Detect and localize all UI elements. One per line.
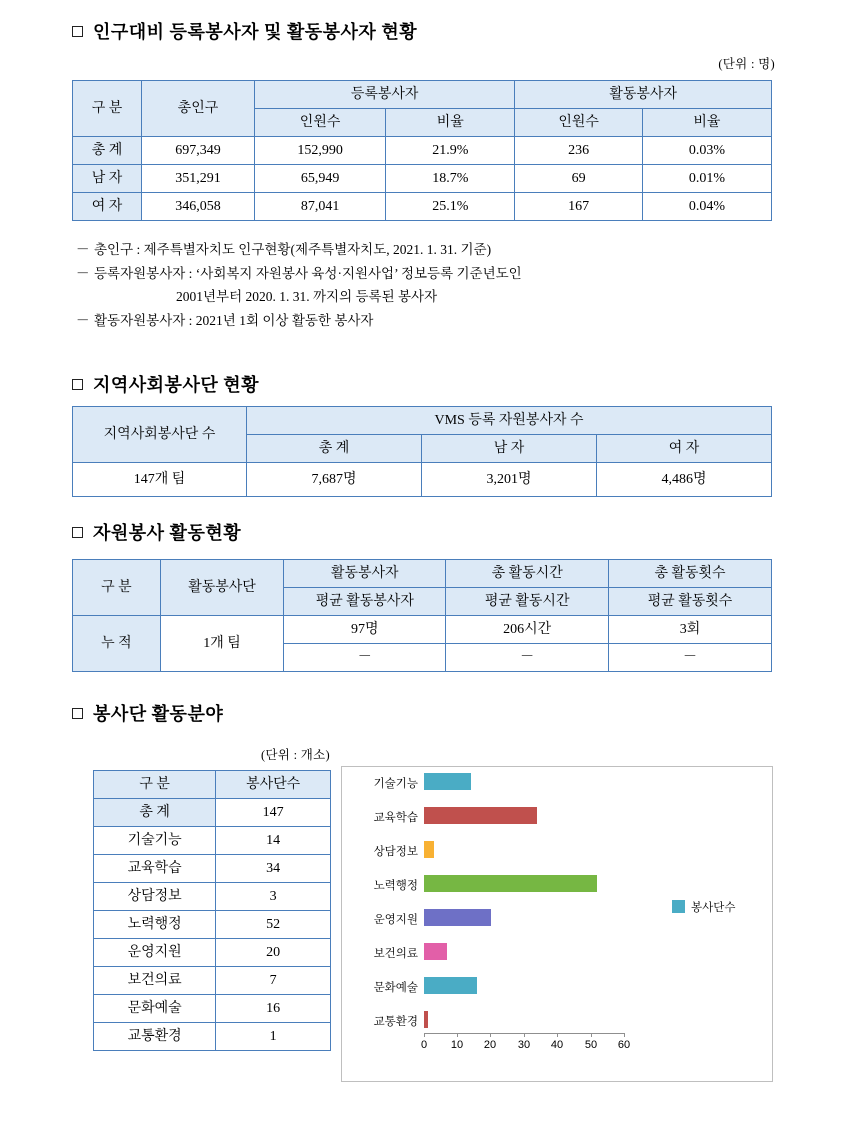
note-item: [76, 238, 816, 262]
row-label: 교육학습: [94, 855, 216, 883]
cell-pop: 346,058: [142, 193, 255, 221]
th-gubun: 구 분: [73, 81, 142, 137]
table-row: [94, 827, 331, 855]
row-label: 총 계: [94, 799, 216, 827]
note-dash: －: [76, 312, 90, 328]
cell-value: 14: [216, 827, 331, 855]
table-row: [94, 967, 331, 995]
th-act-ratio: 비율: [642, 109, 771, 137]
th-count: 봉사단수: [216, 771, 331, 799]
chart-category-label: 상담정보: [373, 846, 418, 858]
chart-x-tick-label: 0: [420, 1039, 428, 1051]
th-volunteers: 활동봉사자: [284, 560, 446, 588]
chart-x-tick-label: 50: [584, 1039, 598, 1051]
chart-bar-교통환경: [424, 1011, 428, 1028]
section-4-unit: (단위 : 개소): [260, 748, 330, 762]
cell-times: 3회: [609, 616, 772, 644]
cell-total: 7,687명: [247, 463, 422, 497]
cell-reg-count: 152,990: [254, 137, 385, 165]
chart-tick: [624, 1033, 625, 1037]
cell-reg-ratio: 18.7%: [386, 165, 515, 193]
table-header-row: [73, 560, 772, 588]
section-1-unit: (단위 : 명): [718, 57, 775, 71]
row-label: 운영지원: [94, 939, 216, 967]
corps-field-table: [93, 770, 331, 1051]
cell-reg-ratio: 21.9%: [386, 137, 515, 165]
cell-corps: 1개 팀: [160, 616, 284, 672]
volunteer-activity-table: [72, 559, 772, 672]
chart-bar-상담정보: [424, 841, 434, 858]
chart-x-tick-label: 60: [617, 1039, 631, 1051]
cell-act-count: 69: [515, 165, 643, 193]
th-reg-ratio: 비율: [386, 109, 515, 137]
section-4-title: 봉사단 활동분야: [93, 704, 224, 724]
note-item-continued: [176, 285, 816, 309]
cell-act-ratio: 0.04%: [642, 193, 771, 221]
th-gubun: 구 분: [73, 560, 161, 616]
chart-x-tick-label: 30: [517, 1039, 531, 1051]
th-reg-count: 인원수: [254, 109, 385, 137]
th-total: 총 계: [247, 435, 422, 463]
table-header-row: [73, 81, 772, 109]
cell-act-count: 236: [515, 137, 643, 165]
cell-act-count: 167: [515, 193, 643, 221]
chart-x-tick-label: 40: [550, 1039, 564, 1051]
row-label: 기술기능: [94, 827, 216, 855]
cell-value: 34: [216, 855, 331, 883]
population-volunteer-table: [72, 80, 772, 221]
bullet-square-icon: [72, 26, 83, 37]
chart-category-label: 교육학습: [373, 812, 418, 824]
chart-bar-기술기능: [424, 773, 471, 790]
note-item: [76, 309, 816, 333]
chart-category-label: 노력행정: [373, 880, 418, 892]
cell-avg-times: －: [609, 644, 772, 672]
chart-bar-운영지원: [424, 909, 491, 926]
cell-reg-ratio: 25.1%: [386, 193, 515, 221]
chart-tick: [591, 1033, 592, 1037]
cell-value: 16: [216, 995, 331, 1023]
cell-group-count: 147개 팀: [73, 463, 247, 497]
table-header-row: [94, 771, 331, 799]
cell-female: 4,486명: [597, 463, 772, 497]
th-corps: 활동봉사단: [160, 560, 284, 616]
note-dash: －: [76, 265, 90, 281]
chart-tick: [490, 1033, 491, 1037]
section-3-title: 자원봉사 활동현황: [93, 523, 242, 543]
chart-bar-문화예술: [424, 977, 477, 994]
section-4-heading: [72, 700, 223, 726]
cell-male: 3,201명: [422, 463, 597, 497]
row-label: 상담정보: [94, 883, 216, 911]
table-row: [94, 1023, 331, 1051]
cell-reg-count: 65,949: [254, 165, 385, 193]
cell-avg-hours: －: [446, 644, 609, 672]
table-row: [94, 995, 331, 1023]
chart-bar-교육학습: [424, 807, 537, 824]
cell-avg-volunteers: －: [284, 644, 446, 672]
cell-pop: 697,349: [142, 137, 255, 165]
table-row: [94, 939, 331, 967]
row-label: 총 계: [73, 137, 142, 165]
th-gubun: 구 분: [94, 771, 216, 799]
section-1-title: 인구대비 등록봉사자 및 활동봉사자 현황: [93, 22, 418, 42]
chart-x-tick-label: 20: [483, 1039, 497, 1051]
th-hours: 총 활동시간: [446, 560, 609, 588]
row-label: 여 자: [73, 193, 142, 221]
chart-tick: [557, 1033, 558, 1037]
chart-category-label: 문화예술: [373, 982, 418, 994]
table-header-row: [73, 407, 772, 435]
chart-legend-swatch: [672, 900, 685, 913]
th-avg-times: 평균 활동횟수: [609, 588, 772, 616]
section-1-notes: [76, 238, 816, 333]
cell-act-ratio: 0.01%: [642, 165, 771, 193]
note-dash: －: [76, 242, 90, 257]
cell-value: 7: [216, 967, 331, 995]
cell-act-ratio: 0.03%: [642, 137, 771, 165]
cell-volunteers: 97명: [284, 616, 446, 644]
table-row: [73, 616, 772, 644]
cell-value: 20: [216, 939, 331, 967]
note-text: 2001년부터 2020. 1. 31. 까지의 등록된 봉사자: [176, 289, 438, 305]
section-2-title: 지역사회봉사단 현황: [93, 375, 259, 395]
section-2-heading: [72, 371, 259, 397]
chart-category-label: 보건의료: [373, 948, 418, 960]
bullet-square-icon: [72, 708, 83, 719]
th-avg-hours: 평균 활동시간: [446, 588, 609, 616]
th-female: 여 자: [597, 435, 772, 463]
th-total-pop: 총인구: [142, 81, 255, 137]
row-label: 교통환경: [94, 1023, 216, 1051]
note-text: 활동자원봉사자 : 2021년 1회 이상 활동한 봉사자: [94, 312, 374, 328]
th-registered: 등록봉사자: [254, 81, 514, 109]
chart-bar-노력행정: [424, 875, 597, 892]
th-vms: VMS 등록 자원봉사자 수: [247, 407, 772, 435]
row-label: 남 자: [73, 165, 142, 193]
note-item: [76, 262, 816, 286]
section-1-heading: [72, 18, 417, 44]
cell-value: 52: [216, 911, 331, 939]
cell-hours: 206시간: [446, 616, 609, 644]
row-label: 노력행정: [94, 911, 216, 939]
cell-value: 147: [216, 799, 331, 827]
table-row: [94, 855, 331, 883]
chart-x-tick-label: 10: [450, 1039, 464, 1051]
cell-value: 1: [216, 1023, 331, 1051]
row-label: 누 적: [73, 616, 161, 672]
th-male: 남 자: [422, 435, 597, 463]
chart-tick: [424, 1033, 425, 1037]
th-avg-volunteers: 평균 활동봉사자: [284, 588, 446, 616]
chart-category-label: 교통환경: [373, 1016, 418, 1028]
table-row: [73, 137, 772, 165]
table-row: [94, 883, 331, 911]
section-3-heading: [72, 519, 241, 545]
note-text: 등록자원봉사자 : ‘사회복지 자원봉사 육성·지원사업’ 정보등록 기준년도인: [94, 265, 522, 281]
community-corps-table: [72, 406, 772, 497]
chart-bar-보건의료: [424, 943, 447, 960]
th-group-count: 지역사회봉사단 수: [73, 407, 247, 463]
table-row: [73, 193, 772, 221]
cell-pop: 351,291: [142, 165, 255, 193]
bullet-square-icon: [72, 527, 83, 538]
chart-tick: [457, 1033, 458, 1037]
chart-legend-label: 봉사단수: [691, 902, 736, 914]
row-label: 보건의료: [94, 967, 216, 995]
cell-reg-count: 87,041: [254, 193, 385, 221]
note-text: 총인구 : 제주특별자치도 인구현황(제주특별자치도, 2021. 1. 31. 기준): [94, 242, 492, 257]
cell-value: 3: [216, 883, 331, 911]
table-row: [73, 165, 772, 193]
chart-category-label: 운영지원: [373, 914, 418, 926]
corps-field-bar-chart: [341, 766, 773, 1082]
table-row: [94, 799, 331, 827]
th-act-count: 인원수: [515, 109, 643, 137]
table-row: [73, 463, 772, 497]
th-times: 총 활동횟수: [609, 560, 772, 588]
table-row: [94, 911, 331, 939]
row-label: 문화예술: [94, 995, 216, 1023]
chart-category-label: 기술기능: [373, 778, 418, 790]
bullet-square-icon: [72, 379, 83, 390]
th-active: 활동봉사자: [515, 81, 772, 109]
chart-tick: [524, 1033, 525, 1037]
